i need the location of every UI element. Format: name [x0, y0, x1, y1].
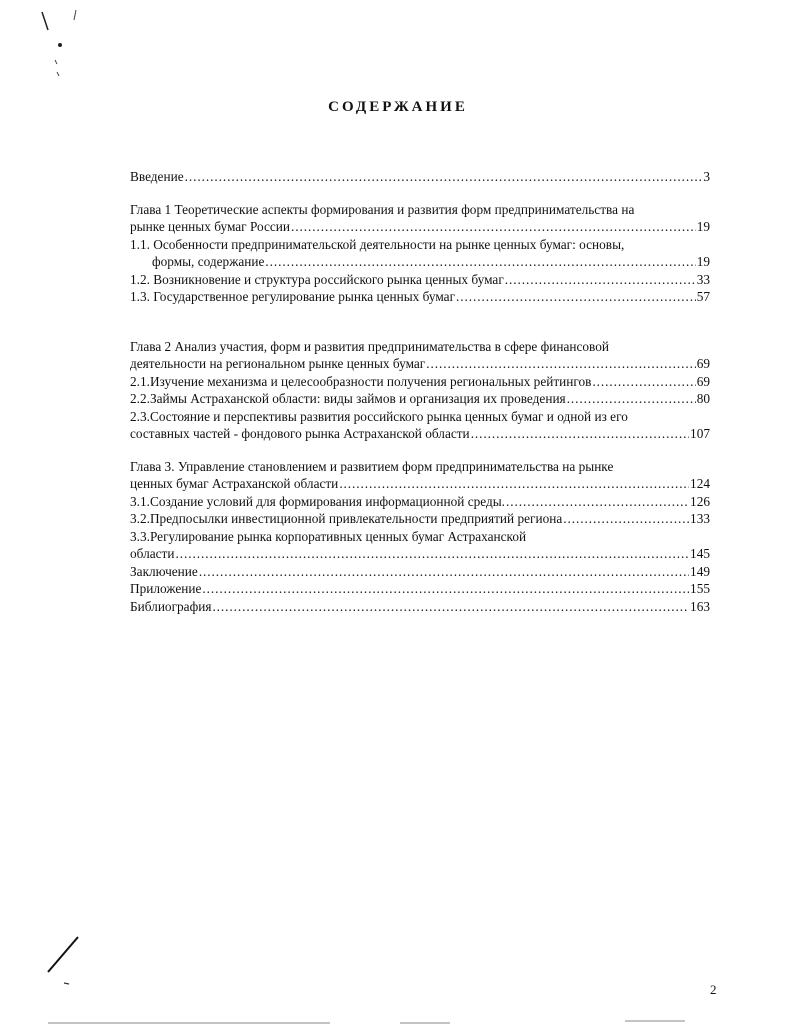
toc-entry-text: 2.2.Займы Астраханской области: виды займов и организация их проведения: [130, 391, 566, 406]
toc-entry-text: Глава 3. Управление становлением и развитием форм предпринимательства на рынке: [130, 458, 614, 474]
toc-entry-text-cont: деятельности на региональном рынке ценных бумаг: [130, 356, 426, 371]
scan-mark-small: [55, 60, 57, 64]
dot-leader: [339, 475, 689, 493]
toc-entry-text: 2.1.Изучение механизма и целесообразности получения региональных рейтингов: [130, 373, 592, 389]
toc-page-number: 69: [696, 356, 710, 371]
toc-page-number: 145: [690, 546, 710, 561]
toc-entry-chapter-3[interactable]: [130, 458, 710, 493]
toc-entry-section-1-3[interactable]: [130, 288, 710, 306]
toc-entry-text-cont: области: [130, 546, 175, 561]
toc-page-number: 80: [696, 391, 710, 406]
scan-dot: [58, 43, 62, 47]
toc-entry-introduction[interactable]: [130, 168, 710, 186]
toc-entry-text: 2.3.Состояние и перспективы развития российского рынка ценных бумаг и одной из его: [130, 408, 628, 424]
toc-page-number: 124: [690, 476, 710, 491]
scan-mark-bottom-left: [64, 983, 69, 984]
toc-entry-text: 1.1. Особенности предпринимательской деятельности на рынке ценных бумаг: основы,: [130, 236, 625, 252]
toc-entry-section-3-3[interactable]: [130, 528, 710, 563]
scan-mark-top-left: [42, 12, 48, 30]
toc-entry-conclusion[interactable]: [130, 563, 710, 581]
toc-entry-text: 1.3. Государственное регулирование рынка ценных бумаг: [130, 289, 456, 304]
toc-entry-text-cont: формы, содержание: [152, 254, 265, 269]
toc-entry-section-2-2[interactable]: [130, 390, 710, 408]
toc-page-number: 19: [696, 254, 710, 269]
toc-entry-section-3-2[interactable]: [130, 510, 710, 528]
toc-page-number: 33: [696, 271, 710, 287]
page-number: 2: [710, 982, 717, 997]
dot-leader: [505, 271, 696, 289]
toc-page-number: 126: [690, 493, 710, 509]
toc-entry-text: 3.2.Предпосылки инвестиционной привлекательности предприятий региона: [130, 511, 563, 526]
toc-entry-text: Приложение: [130, 581, 202, 596]
toc-page-number: 69: [696, 373, 710, 389]
dot-leader: [471, 425, 689, 443]
toc-entry-appendix[interactable]: [130, 580, 710, 598]
dot-leader: [185, 168, 703, 186]
dot-leader: [506, 493, 689, 511]
toc-entry-text-cont: ценных бумаг Астраханской области: [130, 476, 339, 491]
pen-stroke: [48, 937, 78, 972]
dot-leader: [291, 218, 696, 236]
toc-entry-text-cont: рынке ценных бумаг России: [130, 219, 291, 234]
toc-entry-section-2-3[interactable]: [130, 408, 710, 443]
toc-page-number: 57: [696, 289, 710, 304]
toc-entry-section-1-2[interactable]: [130, 271, 710, 289]
toc-page-number: 3: [703, 169, 710, 184]
toc-entry-text: 3.3.Регулирование рынка корпоративных ценных бумаг Астраханской: [130, 528, 527, 544]
table-of-contents: [130, 168, 710, 615]
toc-entry-text: Глава 2 Анализ участия, форм и развития предпринимательства в сфере финансовой: [130, 338, 610, 354]
dot-leader: [592, 373, 695, 391]
toc-entry-text: Библиография: [130, 598, 212, 614]
dot-leader: [199, 563, 689, 581]
dot-leader: [202, 580, 689, 598]
toc-entry-text: Введение: [130, 169, 184, 184]
scan-mark-small-2: [57, 72, 59, 76]
scan-mark-top-left-2: [74, 10, 76, 20]
dot-leader: [212, 598, 689, 616]
toc-entry-section-1-1[interactable]: [130, 236, 710, 271]
toc-page-number: 149: [690, 563, 710, 579]
toc-entry-text: Глава 1 Теоретические аспекты формирования и развития форм предпринимательства на: [130, 201, 635, 217]
toc-page-number: 107: [690, 426, 710, 441]
toc-page-number: 19: [696, 219, 710, 234]
toc-entry-section-3-1[interactable]: [130, 493, 710, 511]
toc-entry-text: Заключение: [130, 563, 198, 579]
toc-entry-text-cont: составных частей - фондового рынка Астраханской области: [130, 426, 470, 441]
dot-leader: [265, 253, 695, 271]
page-title: СОДЕРЖАНИЕ: [328, 99, 468, 115]
toc-entry-chapter-2[interactable]: [130, 338, 710, 373]
toc-page-number: 163: [690, 598, 710, 614]
dot-leader: [456, 288, 696, 306]
dot-leader: [426, 355, 695, 373]
toc-entry-chapter-1[interactable]: [130, 201, 710, 236]
toc-entry-text: 3.1.Создание условий для формирования информационной среды.: [130, 493, 505, 509]
dot-leader: [563, 510, 689, 528]
dot-leader: [567, 390, 696, 408]
dot-leader: [175, 545, 689, 563]
toc-entry-text: 1.2. Возникновение и структура российского рынка ценных бумаг: [130, 271, 504, 287]
toc-entry-bibliography[interactable]: [130, 598, 710, 616]
toc-page-number: 133: [690, 511, 710, 526]
toc-entry-section-2-1[interactable]: [130, 373, 710, 391]
toc-page-number: 155: [690, 581, 710, 596]
